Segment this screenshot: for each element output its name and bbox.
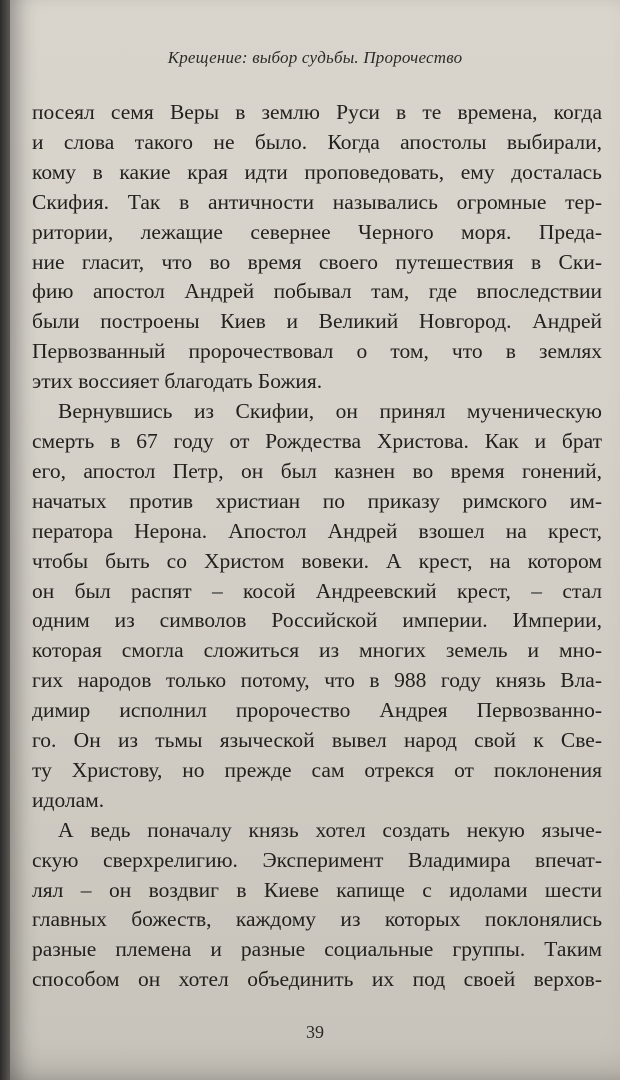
paragraph	[32, 98, 602, 397]
text-line: главных божеств, каждому из которых поклонялись	[32, 907, 602, 932]
text-line: идолам.	[32, 787, 105, 812]
text-line: лял – он воздвиг в Киеве капище с идолами шести	[32, 877, 602, 902]
text-line: посеял семя Веры в землю Руси в те времена, когда	[32, 100, 602, 124]
text-line: начатых против христиан по приказу римского им-	[32, 488, 602, 513]
text-line: его, апостол Петр, он был казнен во время гонений,	[32, 458, 602, 483]
text-line: А ведь поначалу князь хотел создать некую языче-	[58, 817, 602, 842]
text-line: смерть в 67 году от Рождества Христова. Как и брат	[32, 428, 602, 453]
body-text	[32, 98, 602, 995]
text-line: способом он хотел объединить их под своей верхов-	[32, 967, 602, 992]
text-line: кому в какие края идти проповедовать, ему досталась	[32, 159, 602, 184]
paragraph	[32, 816, 602, 995]
text-line: скую сверхрелигию. Эксперимент Владимира впечат-	[32, 847, 602, 872]
text-line: димир исполнил пророчество Андрея Первозванно-	[32, 698, 602, 723]
text-line: были построены Киев и Великий Новгород. Андрей	[32, 309, 602, 334]
book-page	[10, 0, 620, 1080]
text-line: чтобы быть со Христом вовеки. А крест, на котором	[32, 548, 602, 573]
text-line: и слова такого не было. Когда апостолы выбирали,	[32, 129, 602, 154]
text-line: го. Он из тьмы языческой вывел народ свой к Све-	[32, 728, 602, 753]
text-line: Вернувшись из Скифии, он принял мученическую	[58, 399, 602, 424]
text-line: Скифия. Так в античности назывались огромные тер-	[32, 189, 602, 214]
text-line: Первозванный пророчествовал о том, что в землях	[32, 339, 602, 364]
paragraph	[32, 397, 602, 816]
text-line: гих народов только потому, что в 988 году князь Вла-	[32, 668, 602, 693]
page-number: 39	[306, 1022, 324, 1042]
running-head: Крещение: выбор судьбы. Пророчество	[167, 48, 463, 67]
text-line: фию апостол Андрей побывал там, где впоследствии	[32, 279, 602, 304]
text-line: ператора Нерона. Апостол Андрей взошел на крест,	[32, 518, 602, 543]
book-spine-edge	[0, 0, 10, 1080]
text-line: этих воссияет благодать Божия.	[32, 369, 323, 394]
text-line: которая смогла сложиться из многих земель и мно-	[32, 638, 602, 663]
text-line: ритории, лежащие севернее Черного моря. Преда-	[32, 219, 602, 244]
text-line: одним из символов Российской империи. Империи,	[32, 608, 602, 633]
text-line: он был распят – косой Андреевский крест, – стал	[32, 578, 602, 603]
text-line: ту Христову, но прежде сам отрекся от поклонения	[32, 757, 602, 782]
text-line: разные племена и разные социальные группы. Таким	[32, 937, 602, 962]
text-line: ние гласит, что во время своего путешествия в Ски-	[32, 249, 602, 274]
